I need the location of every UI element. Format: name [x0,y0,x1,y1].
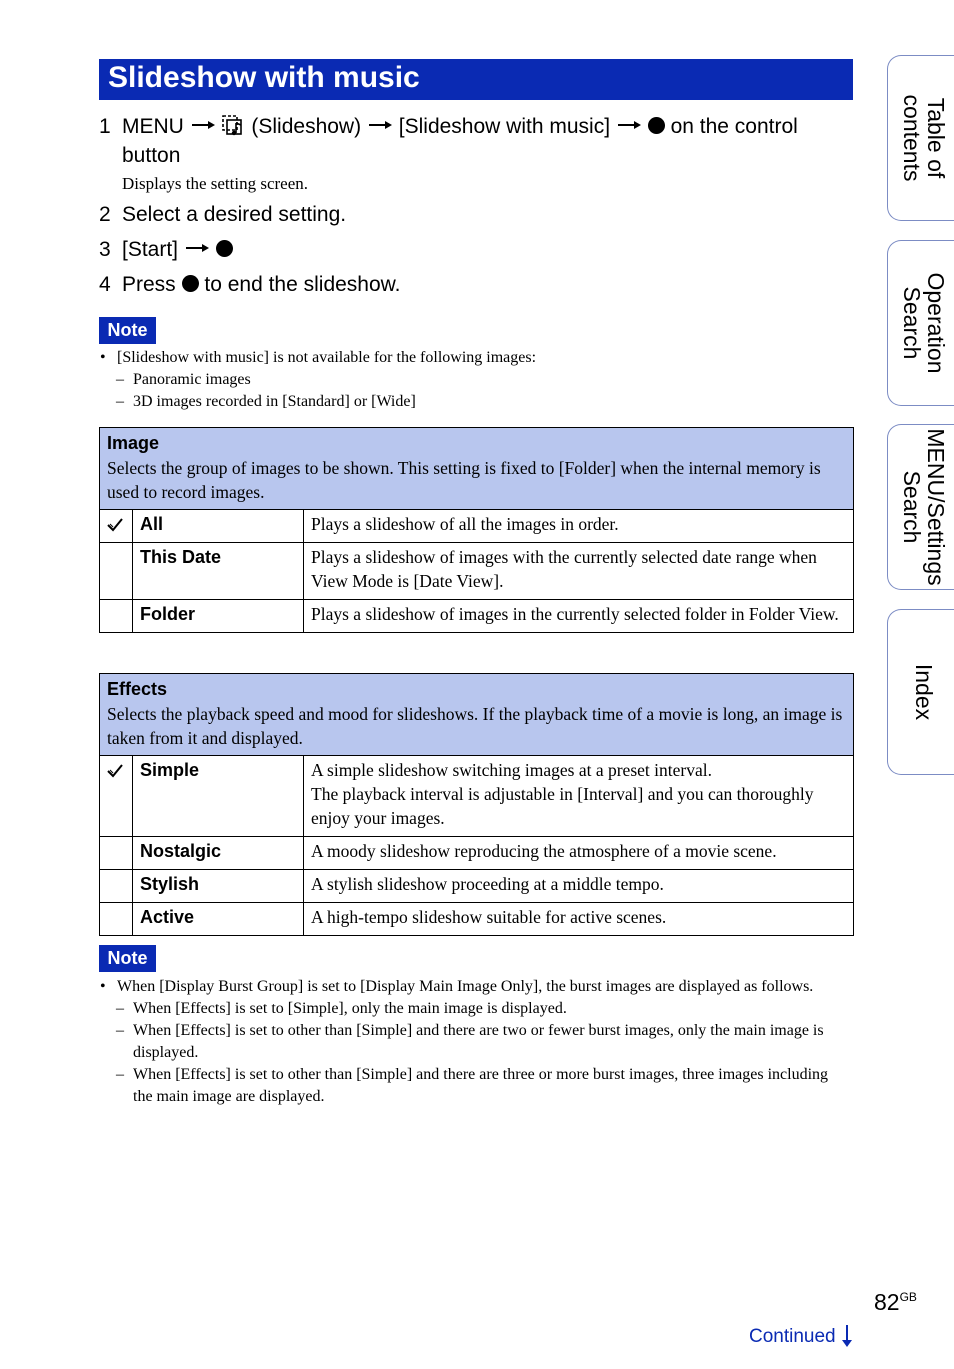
default-cell [100,510,133,543]
step-number: 4 [99,273,111,296]
note-sub-item: – When [Effects] is set to [Simple], only the main image is displayed. [99,998,834,1020]
arrow-right-icon [184,243,210,253]
default-cell [100,837,133,870]
note-sub-item: – When [Effects] is set to other than [Simple] and there are two or fewer burst images, only the main image is displayed. [99,1020,834,1064]
note-bullet: • When [Display Burst Group] is set to [Display Main Image Only], the burst images are displayed as follows. [99,976,834,998]
page-number: $82^{GB}$ [874,1289,917,1315]
option-description: A stylish slideshow proceeding at a middle tempo. [304,870,854,903]
option-description-line: The playback interval is adjustable in [Interval] and you can thoroughly enjoy your images. [311,784,814,828]
default-check-icon [106,762,124,780]
note-bullet: • [Slideshow with music] is not available for the following images: [99,347,839,369]
page-title: Slideshow with music [99,59,853,100]
note-badge: Note [99,945,156,972]
step-2-text: Select a desired setting. [122,203,347,226]
option-description: A high-tempo slideshow suitable for active scenes. [304,903,854,936]
tab-menu-settings-search[interactable] [887,424,954,590]
option-description-line: A simple slideshow switching images at a preset interval. [311,760,712,780]
default-check-icon [106,516,124,534]
tab-label: Operation Search [899,272,949,374]
step-1-tail: on the control [670,115,798,138]
option-description: Plays a slideshow of all the images in order. [304,510,854,543]
step-1-description: Displays the setting screen. [122,174,309,193]
menu-label: MENU [122,115,184,138]
table-header-description: Selects the group of images to be shown. This setting is fixed to [Folder] when the internal memory is used to record images. [107,458,821,502]
note-2-list [99,976,834,1108]
arrow-right-icon [367,120,393,130]
note-sub-item: – 3D images recorded in [Standard] or [Wide] [99,391,839,413]
tab-label: Table of contents [899,94,949,182]
note-badge: Note [99,317,156,344]
table-row [100,903,854,936]
step-4 [99,270,401,299]
slideshow-label: (Slideshow) [251,115,362,138]
default-cell [100,600,133,633]
option-description: A moody slideshow reproducing the atmosphere of a movie scene. [304,837,854,870]
note-sub-item: – Panoramic images [99,369,839,391]
default-cell [100,903,133,936]
step-4-post: to end the slideshow. [204,273,401,296]
option-name: Stylish [133,870,304,903]
step-1-line2: button [122,144,181,167]
step-number: 2 [99,203,111,226]
step-1 [99,112,859,170]
default-cell [100,543,133,600]
option-name: Active [133,903,304,936]
continued-label: Continued [749,1326,836,1347]
arrow-down-icon [841,1324,853,1348]
slideshow-icon [222,114,246,138]
table-row [100,600,854,633]
control-button-center-icon [216,240,233,257]
default-cell [100,870,133,903]
table-row [100,543,854,600]
option-name: Simple [133,756,304,837]
tab-index[interactable] [887,609,954,775]
tab-label: MENU/Settings Search [899,428,949,586]
control-button-center-icon [648,117,665,134]
table-header [100,428,854,510]
option-name: This Date [133,543,304,600]
continued-link[interactable] [749,1324,853,1348]
option-name: Nostalgic [133,837,304,870]
arrow-right-icon [616,120,642,130]
effects-settings-table [99,673,854,936]
table-row [100,510,854,543]
step-2 [99,200,346,229]
step-4-pre: Press [122,273,176,296]
option-name: Folder [133,600,304,633]
table-header [100,674,854,756]
slideshow-with-music-label: [Slideshow with music] [398,115,611,138]
tab-table-of-contents[interactable] [887,55,954,221]
control-button-center-icon [182,275,199,292]
step-number: 3 [99,238,111,261]
option-description [304,756,854,837]
step-3 [99,235,233,264]
default-cell [100,756,133,837]
option-name: All [133,510,304,543]
step-3-text: [Start] [122,238,179,261]
note-1-list [99,347,839,413]
table-row [100,756,854,837]
option-description: Plays a slideshow of images with the currently selected date range when View Mode is [Date View]. [304,543,854,600]
table-header-title: Effects [107,679,168,699]
step-number: 1 [99,115,111,138]
table-header-title: Image [107,433,160,453]
table-header-description: Selects the playback speed and mood for slideshows. If the playback time of a movie is long, an image is taken from it and displayed. [107,704,843,748]
tab-label: Index [911,663,937,721]
table-row [100,837,854,870]
arrow-right-icon [190,120,216,130]
note-sub-item: – When [Effects] is set to other than [Simple] and there are three or more burst images, three images including the main image are displayed. [99,1064,834,1108]
option-description: Plays a slideshow of images in the currently selected folder in Folder View. [304,600,854,633]
tab-operation-search[interactable] [887,240,954,406]
page-suffix: GB [899,1290,917,1304]
image-settings-table [99,427,854,633]
table-row [100,870,854,903]
